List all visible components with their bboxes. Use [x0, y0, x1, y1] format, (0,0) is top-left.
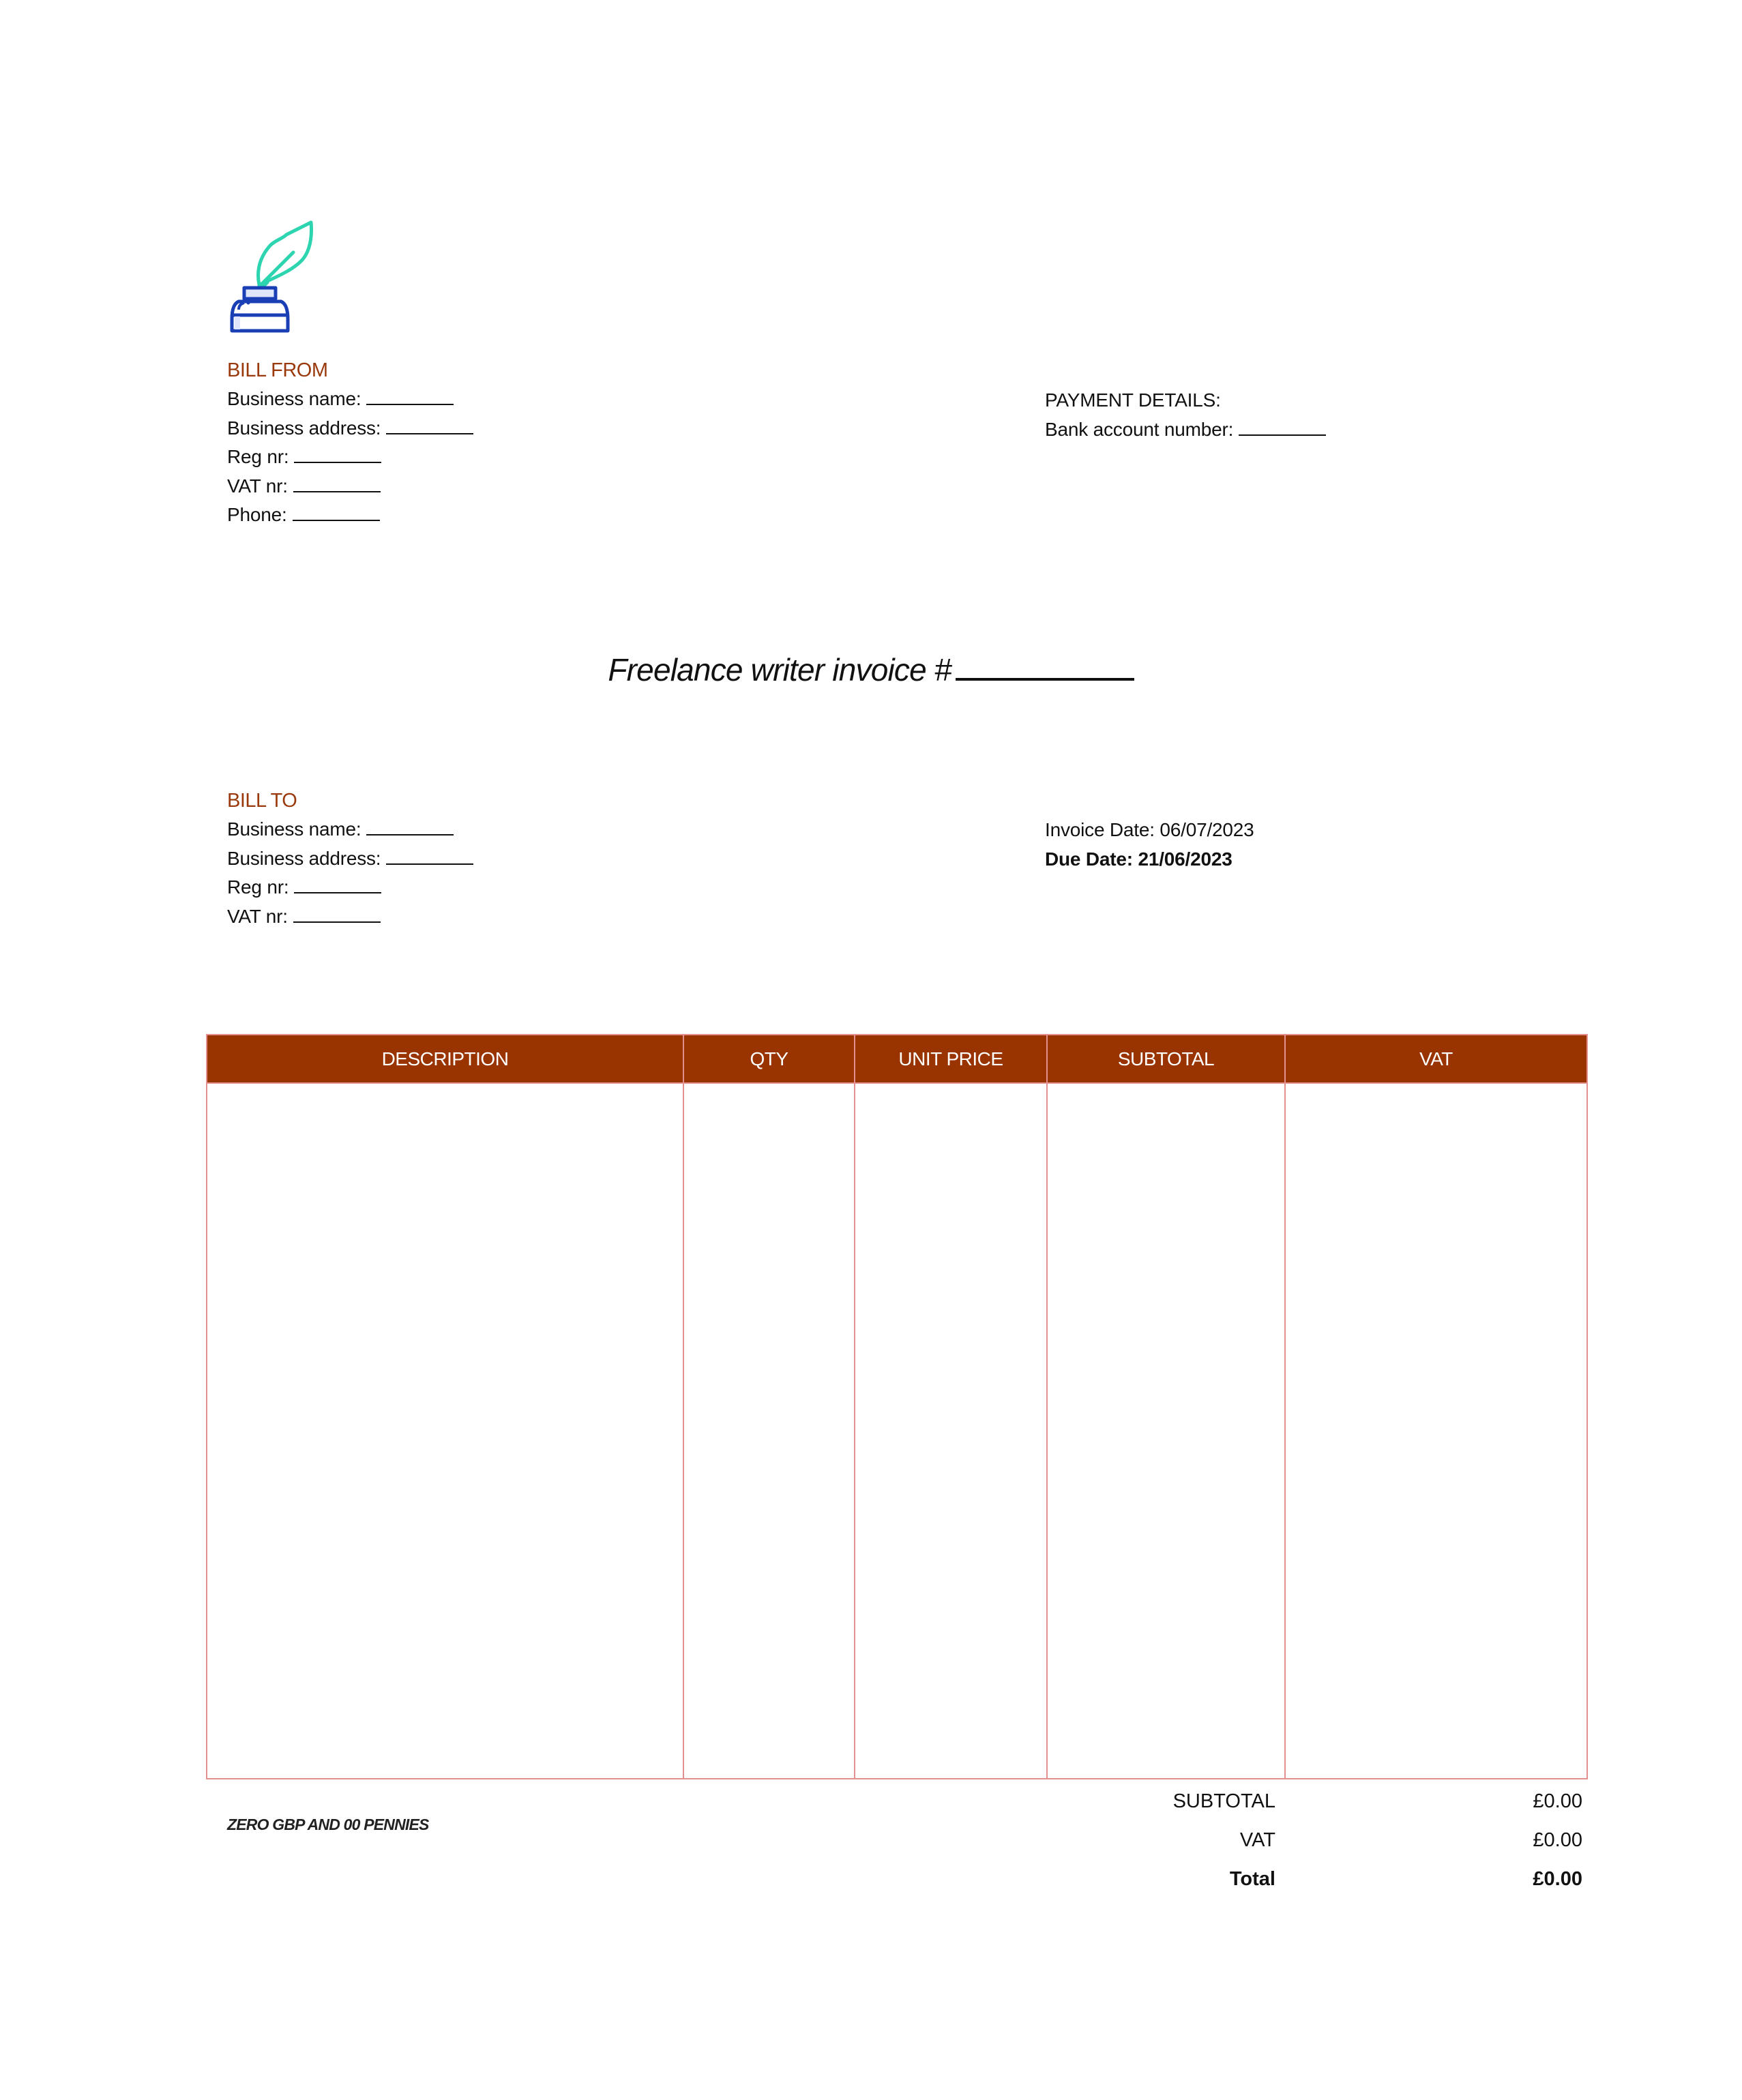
bill-from-title: BILL FROM — [227, 359, 328, 381]
due-date: Due Date: 21/06/2023 — [1045, 848, 1232, 870]
bill-to-vat-nr[interactable] — [227, 902, 473, 932]
column-header-vat: VAT — [1419, 1048, 1453, 1069]
table-header — [207, 1035, 1586, 1084]
items-table — [206, 1034, 1588, 1779]
bank-account-number[interactable] — [1045, 415, 1326, 445]
dates-section — [1045, 816, 1254, 874]
amount-in-words: ZERO GBP AND 00 PENNIES — [227, 1816, 429, 1833]
subtotal-value: £0.00 — [1533, 1790, 1582, 1812]
inkwell-quill-icon — [229, 217, 314, 334]
blank-field[interactable] — [294, 445, 381, 463]
column-header-qty: QTY — [684, 1035, 855, 1082]
qty-cell[interactable] — [684, 1084, 855, 1778]
bill-to-business-name[interactable] — [227, 815, 473, 844]
blank-field[interactable] — [293, 503, 380, 521]
field-label: Reg nr: — [227, 446, 289, 467]
subtotal-row — [1160, 1782, 1582, 1821]
blank-field[interactable] — [293, 475, 381, 492]
field-label: Business address: — [227, 417, 381, 439]
payment-details-title: PAYMENT DETAILS: — [1045, 389, 1221, 411]
bill-from-phone[interactable] — [227, 501, 473, 530]
field-label: Bank account number: — [1045, 418, 1234, 440]
vat-label: VAT — [1239, 1829, 1275, 1851]
column-header-unit-price: UNIT PRICE — [855, 1035, 1048, 1082]
bill-from-reg-nr[interactable] — [227, 443, 473, 472]
subtotal-cell[interactable] — [1048, 1084, 1286, 1778]
field-label: Phone: — [227, 504, 287, 525]
column-header-subtotal: SUBTOTAL — [1048, 1035, 1286, 1082]
description-cell[interactable] — [207, 1084, 684, 1778]
blank-field[interactable] — [294, 876, 381, 893]
bill-to-reg-nr[interactable] — [227, 873, 473, 902]
field-label: Business address: — [227, 847, 381, 869]
field-label: Business name: — [227, 388, 361, 409]
bill-from-business-address[interactable] — [227, 414, 473, 443]
invoice-title — [0, 651, 1742, 688]
field-label: VAT nr: — [227, 905, 288, 927]
blank-field[interactable] — [366, 387, 454, 405]
field-label: VAT nr: — [227, 475, 288, 497]
bill-to-title: BILL TO — [227, 790, 297, 812]
bill-from-business-name[interactable] — [227, 385, 473, 414]
field-label: Reg nr: — [227, 876, 289, 898]
blank-field[interactable] — [1239, 418, 1326, 436]
unit-price-cell[interactable] — [855, 1084, 1048, 1778]
total-value: £0.00 — [1533, 1868, 1582, 1890]
payment-details-section — [1045, 386, 1326, 444]
blank-field[interactable] — [386, 417, 473, 434]
blank-field[interactable] — [366, 818, 454, 835]
vat-row — [1160, 1821, 1582, 1860]
vat-cell[interactable] — [1286, 1084, 1586, 1778]
column-header-description: DESCRIPTION — [207, 1035, 684, 1082]
table-body — [207, 1084, 1586, 1778]
invoice-title-text: Freelance writer invoice # — [608, 652, 951, 687]
bill-to-section — [227, 786, 473, 931]
bill-from-vat-nr[interactable] — [227, 472, 473, 501]
bill-from-section — [227, 356, 473, 530]
field-label: Business name: — [227, 818, 361, 840]
totals-section — [1160, 1782, 1582, 1899]
total-label: Total — [1229, 1868, 1275, 1890]
blank-field[interactable] — [386, 847, 473, 865]
total-row — [1160, 1860, 1582, 1899]
bill-to-business-address[interactable] — [227, 844, 473, 874]
blank-field[interactable] — [293, 905, 381, 923]
invoice-date: Invoice Date: 06/07/2023 — [1045, 819, 1254, 840]
subtotal-label: SUBTOTAL — [1172, 1790, 1275, 1812]
invoice-number-blank[interactable] — [956, 653, 1134, 681]
vat-value: £0.00 — [1533, 1829, 1582, 1851]
